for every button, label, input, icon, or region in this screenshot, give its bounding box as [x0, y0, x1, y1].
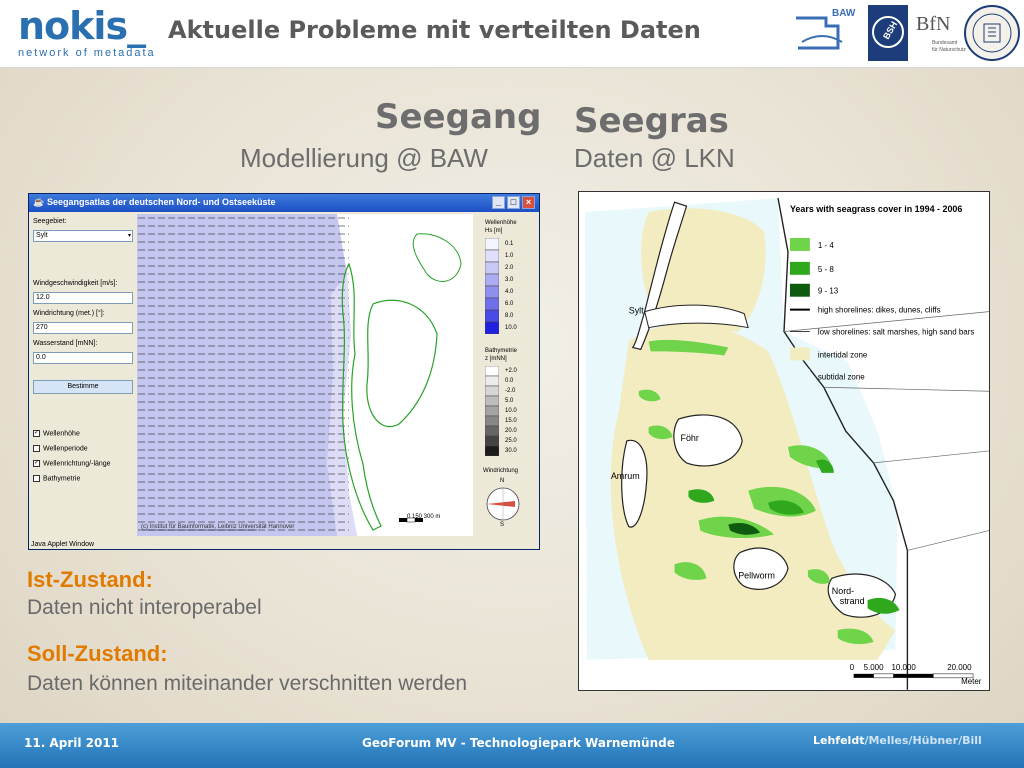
legend-label-3: 9 - 13	[817, 286, 839, 296]
maximize-button[interactable]: □	[507, 196, 520, 209]
wave-height-colorbar	[485, 238, 499, 334]
checkbox-wellenperiode[interactable]	[33, 445, 88, 452]
bfn-logo	[916, 13, 966, 53]
legend-title: Years with seagrass cover in 1994 - 2006	[789, 204, 963, 215]
label-pellworm: Pellworm	[738, 570, 775, 581]
wind-speed-label: Windgeschwindigkeit [m/s]:	[33, 280, 118, 287]
checkbox-box: ✓	[34, 430, 40, 436]
legend-line-high-label: high shorelines: dikes, dunes, cliffs	[817, 305, 941, 315]
seegebiet-select[interactable]	[33, 230, 133, 242]
target-state-heading: Soll-Zustand:	[27, 641, 168, 666]
label-nordstrand-2: strand	[839, 596, 865, 607]
scale-tick-1: 5.000	[863, 662, 884, 672]
footer-author-main: Lehfeldt	[813, 734, 865, 747]
slide-title: Aktuelle Probleme mit verteilten Daten	[168, 16, 701, 44]
checkbox-bathymetrie[interactable]	[33, 475, 80, 482]
legend-intertidal-label: intertidal zone	[817, 350, 868, 360]
checkbox-label: Bathymetrie	[43, 475, 81, 483]
footer-date: 11. April 2011	[24, 736, 120, 750]
checkbox-wellenrichtung[interactable]	[33, 460, 111, 467]
wind-direction-label: Windrichtung (met.) [°]:	[33, 310, 105, 317]
applet-legend-panel	[475, 214, 537, 536]
footer-author-rest: /Melles/Hübner/Bill	[864, 734, 982, 747]
wind-legend-title: Windrichtung	[483, 468, 519, 474]
wind-compass-icon	[485, 486, 521, 522]
water-level-label: Wasserstand [mNN]:	[33, 340, 98, 347]
applet-status-bar: Java Applet Window	[31, 541, 95, 548]
seegebiet-value: Sylt	[36, 232, 48, 239]
seegang-subtitle: Modellierung @ BAW	[240, 143, 488, 173]
checkbox-box: ✓	[34, 460, 40, 466]
legend-swatch-2	[790, 262, 810, 275]
legend-label-1: 1 - 4	[817, 240, 834, 250]
bfn-subtitle-line2: für Naturschutz	[932, 47, 966, 53]
bfn-logo-text: BfN	[916, 13, 951, 35]
slide-footer	[0, 723, 1024, 768]
partner-logos	[792, 2, 1020, 64]
nokis-logo-subtitle: network of metadata	[18, 47, 156, 59]
legend-swatch-1	[790, 238, 810, 251]
baw-logo	[796, 8, 856, 48]
legend-swatch-subtidal	[790, 369, 810, 382]
label-sylt: Sylt	[628, 305, 644, 316]
chevron-down-icon[interactable]: ▾	[127, 233, 131, 239]
nokis-logo: nokis_	[18, 4, 146, 48]
bathymetry-colorbar	[485, 366, 499, 456]
seegang-applet-window	[28, 193, 540, 550]
legend-swatch-3	[790, 284, 810, 297]
legend-subtidal-label: subtidal zone	[817, 372, 865, 382]
current-state-text: Daten nicht interoperabel	[27, 596, 262, 619]
minimize-button[interactable]: _	[492, 196, 505, 209]
slide-header	[0, 0, 1024, 68]
bestimme-button[interactable]: Bestimme	[33, 380, 133, 394]
legend-swatch-intertidal	[790, 347, 810, 360]
footer-event: GeoForum MV - Technologiepark Warnemünde	[362, 736, 675, 750]
compass-n-label: N	[500, 478, 505, 484]
scale-tick-2: 10.000	[891, 662, 916, 672]
bfn-subtitle-line1: Bundesamt	[932, 40, 958, 46]
footer-authors	[813, 734, 982, 747]
wind-speed-input[interactable]: 12.0	[33, 292, 133, 304]
applet-titlebar	[29, 194, 539, 212]
seegang-title: Seegang	[375, 97, 542, 137]
applet-window-title: Seegangsatlas der deutschen Nord- und Ostseeküste	[47, 197, 276, 207]
scale-unit: Meter	[961, 676, 982, 686]
legend-label-2: 5 - 8	[817, 264, 834, 274]
bathy-legend-unit: z [mNN]	[485, 356, 507, 362]
wind-direction-input[interactable]: 270	[33, 322, 133, 334]
bsh-logo	[868, 5, 908, 61]
checkbox-label: Wellenperiode	[43, 445, 88, 453]
water-level-input[interactable]: 0.0	[33, 352, 133, 364]
compass-s-label: S	[500, 522, 505, 528]
current-state-heading: Ist-Zustand:	[27, 567, 153, 592]
label-amrum: Amrum	[610, 470, 640, 481]
wave-model-map[interactable]	[137, 214, 473, 536]
label-nordstrand-1: Nord-	[831, 586, 855, 597]
checkbox-label: Wellenhöhe	[43, 430, 80, 438]
wave-legend-title: Wellenhöhe	[485, 220, 517, 226]
bsh-logo-text: BSH	[881, 19, 900, 42]
checkbox-box	[33, 475, 40, 482]
checkbox-label: Wellenrichtung/-länge	[43, 460, 111, 468]
wave-legend-unit: Hs [m]	[485, 228, 503, 234]
checkbox-box	[33, 445, 40, 452]
seegebiet-label: Seegebiet:	[33, 218, 67, 225]
label-foehr: Föhr	[680, 433, 699, 443]
checkbox-wellenhoehe[interactable]	[33, 430, 80, 437]
close-button[interactable]: ×	[522, 196, 535, 209]
applet-controls-panel	[31, 214, 135, 539]
legend-line-low-label: low shorelines: salt marshes, high sand bars	[817, 327, 975, 337]
bathy-legend-title: Bathymetrie	[485, 348, 518, 354]
java-icon: ☕	[33, 197, 45, 207]
scale-tick-3: 20.000	[947, 662, 972, 672]
wave-legend-values: 0.1 1.0 2.0 3.0 4.0 6.0 8.0 10.0	[505, 241, 517, 331]
seagrass-map	[578, 191, 990, 691]
map-credit: (c) Institut für Bauinformatik, Leibniz Universität Hannover	[141, 524, 295, 530]
scale-tick-0: 0	[849, 662, 855, 672]
seegras-title: Seegras	[574, 101, 729, 141]
bathy-legend-values: +2.0 0.0 -2.0 5.0 10.0 15.0 20.0 25.0 30.0	[505, 368, 517, 454]
target-state-text: Daten können miteinander verschnitten werden	[27, 672, 468, 695]
university-seal	[965, 6, 1019, 60]
map-scale-label: 0 150 300 m	[407, 514, 441, 520]
seegras-subtitle: Daten @ LKN	[574, 143, 735, 173]
baw-logo-text: BAW	[832, 8, 856, 19]
